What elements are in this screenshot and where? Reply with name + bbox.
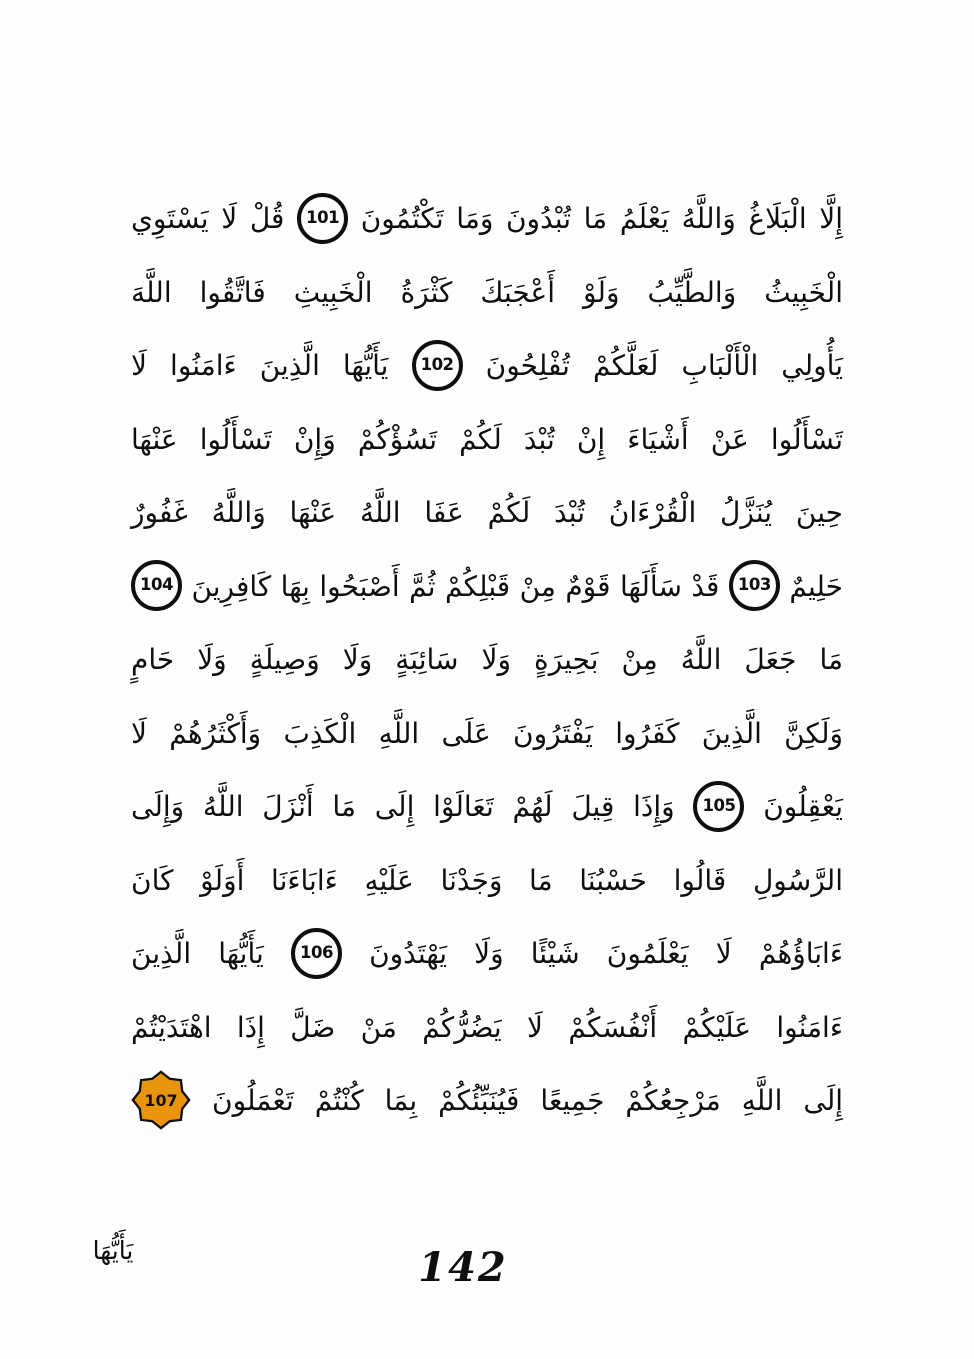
verse-marker-circle-102 <box>412 340 463 391</box>
ayah-text: قَدْ سَأَلَهَا قَوْمٌ مِنْ قَبْلِكُمْ ثُمَّ أَصْبَحُوا بِهَا كَافِرِينَ <box>191 569 720 603</box>
verse-number: 106 <box>299 942 333 962</box>
quran-line-6 <box>131 550 843 624</box>
verse-number: 103 <box>737 575 771 595</box>
ayah-text: يَأُولِي الْأَلْبَابِ لَعَلَّكُمْ تُفْلِحُونَ <box>485 349 844 382</box>
ayah-text: حَلِيمٌ <box>789 569 843 603</box>
ayah-text: الرَّسُولِ قَالُوا حَسْبُنَا مَا وَجَدْنَا عَلَيْهِ ءَابَاءَنَا أَوَلَوْ كَانَ <box>131 863 843 897</box>
quran-text-block <box>131 182 843 1138</box>
ayah-text: ءَابَاؤُهُمْ لَا يَعْلَمُونَ شَيْئًا وَلَا يَهْتَدُونَ <box>369 937 844 970</box>
verse-marker-circle-105 <box>693 781 744 832</box>
ayah-text: إِلَّا الْبَلَاغُ وَاللَّهُ يَعْلَمُ مَا تُبْدُونَ وَمَا تَكْتُمُونَ <box>360 202 843 235</box>
ayah-text: إِلَى اللَّهِ مَرْجِعُكُمْ جَمِيعًا فَيُنَبِّئُكُمْ بِمَا كُنْتُمْ تَعْمَلُونَ <box>212 1084 843 1117</box>
ayah-text: قُلْ لَا يَسْتَوِي <box>131 202 285 235</box>
verse-number: 104 <box>140 575 173 595</box>
ayah-text: وَلَكِنَّ الَّذِينَ كَفَرُوا يَفْتَرُونَ عَلَى اللَّهِ الْكَذِبَ وَأَكْثَرُهُمْ لَا <box>131 716 843 750</box>
ayah-text: مَا جَعَلَ اللَّهُ مِنْ بَحِيرَةٍ وَلَا سَائِبَةٍ وَلَا وَصِيلَةٍ وَلَا حَامٍ <box>131 643 843 676</box>
verse-marker-circle-103 <box>729 560 780 611</box>
quran-line-13 <box>131 1064 843 1138</box>
quran-line-10 <box>131 844 843 918</box>
catchword: يَأَيُّهَا <box>92 1236 134 1265</box>
quran-line-3 <box>131 329 843 403</box>
page-number: 142 <box>418 1244 508 1291</box>
ayah-text: تَسْأَلُوا عَنْ أَشْيَاءَ إِنْ تُبْدَ لَكُمْ تَسُؤْكُمْ وَإِنْ تَسْأَلُوا عَنْهَا <box>131 422 843 456</box>
verse-number: 105 <box>702 795 736 815</box>
quran-line-7 <box>131 623 843 697</box>
verse-number: 107 <box>144 1091 178 1111</box>
verse-marker-star-107 <box>131 1070 191 1130</box>
verse-marker-circle-106 <box>291 928 342 979</box>
ayah-text: حِينَ يُنَزَّلُ الْقُرْءَانُ تُبْدَ لَكُمْ عَفَا اللَّهُ عَنْهَا وَاللَّهُ غَفُورٌ <box>131 496 843 529</box>
quran-line-9 <box>131 770 843 844</box>
quran-line-2 <box>131 256 843 330</box>
ayah-text: يَأَيُّهَا الَّذِينَ ءَامَنُوا لَا <box>131 349 389 382</box>
ayah-text: الْخَبِيثُ وَالطَّيِّبُ وَلَوْ أَعْجَبَكَ كَثْرَةُ الْخَبِيثِ فَاتَّقُوا اللَّهَ <box>131 275 843 309</box>
verse-marker-circle-101 <box>297 193 348 244</box>
quran-line-11 <box>131 917 843 991</box>
ayah-text: وَإِذَا قِيلَ لَهُمْ تَعَالَوْا إِلَى مَا أَنْزَلَ اللَّهُ وَإِلَى <box>131 790 675 823</box>
quran-line-4 <box>131 403 843 477</box>
quran-line-1 <box>131 182 843 256</box>
ayah-text: ءَامَنُوا عَلَيْكُمْ أَنْفُسَكُمْ لَا يَضُرُّكُمْ مَنْ ضَلَّ إِذَا اهْتَدَيْتُمْ <box>131 1010 843 1044</box>
ayah-text: يَأَيُّهَا الَّذِينَ <box>131 937 264 970</box>
quran-line-8 <box>131 697 843 771</box>
verse-marker-circle-104 <box>131 560 182 611</box>
verse-number: 102 <box>420 354 454 374</box>
quran-line-12 <box>131 991 843 1065</box>
verse-number: 101 <box>306 207 340 227</box>
ayah-text: يَعْقِلُونَ <box>763 790 843 823</box>
quran-line-5 <box>131 476 843 550</box>
